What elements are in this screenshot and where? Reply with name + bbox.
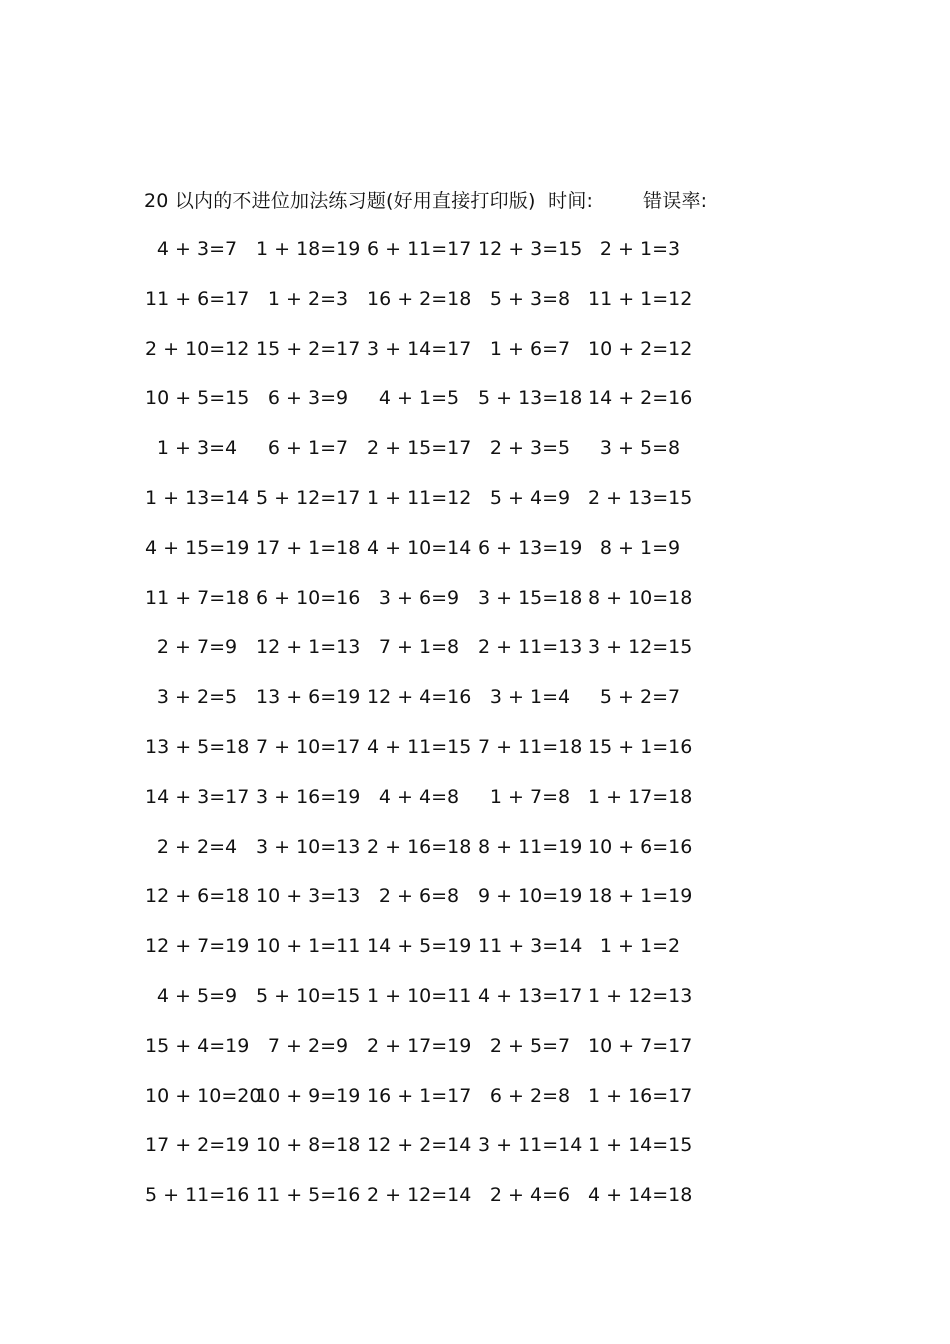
addition-problem: 5 + 4=9: [489, 486, 571, 509]
addition-problem: 17 + 2=19: [145, 1134, 250, 1157]
problem-row: [0, 983, 950, 1033]
addition-problem: 4 + 1=5: [378, 387, 460, 410]
problem-row: [0, 286, 950, 336]
problem-row: [0, 1083, 950, 1133]
problem-row: [0, 236, 950, 286]
addition-problem: 4 + 4=8: [378, 785, 460, 808]
addition-problem: 2 + 1=3: [599, 238, 681, 260]
addition-problem: 10 + 8=18: [256, 1134, 361, 1157]
addition-problem: 2 + 2=4: [156, 835, 238, 858]
addition-problem: 3 + 15=18: [478, 586, 583, 609]
addition-problem: 18 + 1=19: [588, 885, 693, 908]
addition-problem: 14 + 3=17: [145, 785, 250, 808]
addition-problem: 12 + 2=14: [367, 1134, 472, 1157]
addition-problem: 5 + 2=7: [599, 686, 681, 709]
addition-problem: 5 + 12=17: [256, 486, 361, 509]
addition-problem: 3 + 10=13: [256, 835, 361, 858]
addition-problem: 5 + 11=16: [145, 1184, 250, 1207]
addition-problem: 3 + 1=4: [489, 686, 571, 709]
addition-problem: 16 + 2=18: [367, 287, 472, 310]
addition-problem: 10 + 3=13: [256, 885, 361, 908]
problem-row: [0, 535, 950, 585]
worksheet-title: 20 以内的不进位加法练习题(好用直接打印版) 时间: 错误率:: [144, 190, 708, 212]
addition-problem: 15 + 2=17: [256, 337, 361, 360]
addition-problem: 3 + 5=8: [599, 437, 681, 460]
addition-problem: 4 + 11=15: [367, 735, 472, 758]
addition-problem: 15 + 1=16: [588, 735, 693, 758]
addition-problem: 11 + 3=14: [478, 935, 583, 958]
addition-problem: 4 + 10=14: [367, 536, 472, 559]
addition-problem: 11 + 5=16: [256, 1184, 361, 1207]
problem-row: [0, 1182, 950, 1232]
addition-problem: 1 + 18=19: [256, 238, 361, 260]
problem-grid: [0, 236, 950, 1232]
addition-problem: 10 + 1=11: [256, 935, 361, 958]
addition-problem: 5 + 3=8: [489, 287, 571, 310]
addition-problem: 4 + 14=18: [588, 1184, 693, 1207]
addition-problem: 12 + 3=15: [478, 238, 583, 260]
addition-problem: 3 + 6=9: [378, 586, 460, 609]
addition-problem: 3 + 11=14: [478, 1134, 583, 1157]
addition-problem: 11 + 6=17: [145, 287, 250, 310]
addition-problem: 10 + 5=15: [145, 387, 250, 410]
addition-problem: 4 + 15=19: [145, 536, 250, 559]
problem-row: [0, 585, 950, 635]
addition-problem: 8 + 10=18: [588, 586, 693, 609]
addition-problem: 2 + 15=17: [367, 437, 472, 460]
addition-problem: 6 + 13=19: [478, 536, 583, 559]
problem-row: [0, 734, 950, 784]
addition-problem: 4 + 3=7: [156, 238, 238, 260]
addition-problem: 3 + 14=17: [367, 337, 472, 360]
addition-problem: 12 + 6=18: [145, 885, 250, 908]
addition-problem: 1 + 7=8: [489, 785, 571, 808]
addition-problem: 15 + 4=19: [145, 1034, 250, 1057]
addition-problem: 6 + 3=9: [267, 387, 349, 410]
addition-problem: 3 + 12=15: [588, 636, 693, 659]
addition-problem: 2 + 13=15: [588, 486, 693, 509]
problem-row: [0, 834, 950, 884]
addition-problem: 14 + 5=19: [367, 935, 472, 958]
addition-problem: 12 + 4=16: [367, 686, 472, 709]
addition-problem: 7 + 2=9: [267, 1034, 349, 1057]
addition-problem: 4 + 13=17: [478, 984, 583, 1007]
addition-problem: 2 + 12=14: [367, 1184, 472, 1207]
addition-problem: 1 + 14=15: [588, 1134, 693, 1157]
addition-problem: 10 + 10=20: [145, 1084, 262, 1107]
addition-problem: 3 + 16=19: [256, 785, 361, 808]
addition-problem: 1 + 11=12: [367, 486, 472, 509]
addition-problem: 6 + 10=16: [256, 586, 361, 609]
addition-problem: 2 + 11=13: [478, 636, 583, 659]
addition-problem: 1 + 17=18: [588, 785, 693, 808]
addition-problem: 12 + 7=19: [145, 935, 250, 958]
addition-problem: 5 + 10=15: [256, 984, 361, 1007]
addition-problem: 1 + 10=11: [367, 984, 472, 1007]
addition-problem: 12 + 1=13: [256, 636, 361, 659]
addition-problem: 13 + 5=18: [145, 735, 250, 758]
addition-problem: 8 + 11=19: [478, 835, 583, 858]
addition-problem: 2 + 16=18: [367, 835, 472, 858]
problem-row: [0, 883, 950, 933]
addition-problem: 3 + 2=5: [156, 686, 238, 709]
addition-problem: 11 + 1=12: [588, 287, 693, 310]
problem-row: [0, 435, 950, 485]
addition-problem: 7 + 11=18: [478, 735, 583, 758]
addition-problem: 10 + 7=17: [588, 1034, 693, 1057]
problem-row: [0, 684, 950, 734]
addition-problem: 2 + 10=12: [145, 337, 250, 360]
problem-row: [0, 385, 950, 435]
addition-problem: 10 + 2=12: [588, 337, 693, 360]
addition-problem: 8 + 1=9: [599, 536, 681, 559]
problem-row: [0, 1033, 950, 1083]
addition-problem: 9 + 10=19: [478, 885, 583, 908]
problem-row: [0, 336, 950, 386]
addition-problem: 7 + 10=17: [256, 735, 361, 758]
addition-problem: 1 + 6=7: [489, 337, 571, 360]
addition-problem: 13 + 6=19: [256, 686, 361, 709]
problem-row: [0, 634, 950, 684]
addition-problem: 4 + 5=9: [156, 984, 238, 1007]
addition-problem: 1 + 13=14: [145, 486, 250, 509]
problem-row: [0, 485, 950, 535]
addition-problem: 2 + 4=6: [489, 1184, 571, 1207]
addition-problem: 2 + 5=7: [489, 1034, 571, 1057]
addition-problem: 5 + 13=18: [478, 387, 583, 410]
problem-row: [0, 1132, 950, 1182]
addition-problem: 10 + 9=19: [256, 1084, 361, 1107]
addition-problem: 6 + 1=7: [267, 437, 349, 460]
addition-problem: 2 + 3=5: [489, 437, 571, 460]
addition-problem: 16 + 1=17: [367, 1084, 472, 1107]
problem-row: [0, 933, 950, 983]
addition-problem: 11 + 7=18: [145, 586, 250, 609]
addition-problem: 17 + 1=18: [256, 536, 361, 559]
addition-problem: 6 + 2=8: [489, 1084, 571, 1107]
addition-problem: 14 + 2=16: [588, 387, 693, 410]
addition-problem: 6 + 11=17: [367, 238, 472, 260]
addition-problem: 2 + 6=8: [378, 885, 460, 908]
addition-problem: 1 + 16=17: [588, 1084, 693, 1107]
addition-problem: 10 + 6=16: [588, 835, 693, 858]
addition-problem: 2 + 7=9: [156, 636, 238, 659]
addition-problem: 7 + 1=8: [378, 636, 460, 659]
addition-problem: 1 + 1=2: [599, 935, 681, 958]
problem-row: [0, 784, 950, 834]
addition-problem: 1 + 12=13: [588, 984, 693, 1007]
addition-problem: 1 + 2=3: [267, 287, 349, 310]
addition-problem: 1 + 3=4: [156, 437, 238, 460]
addition-problem: 2 + 17=19: [367, 1034, 472, 1057]
